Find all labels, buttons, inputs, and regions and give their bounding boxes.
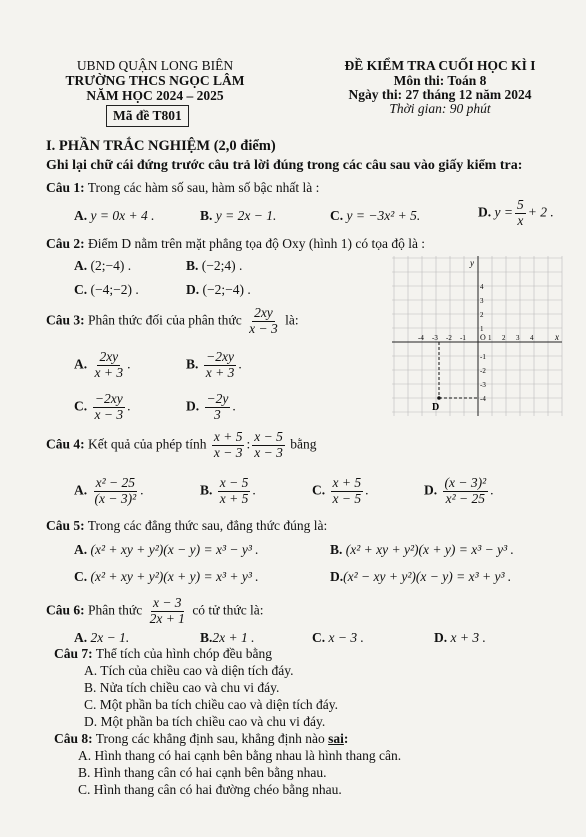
coordinate-graph [392, 256, 564, 416]
q8-option-c: C. Hình thang cân có hai đường chéo bằng nhau. [78, 782, 342, 797]
q6-option-d: D. x + 3 . [434, 630, 486, 645]
q4-option-d: D. $\frac{\text{(x − 3)²}}{\text{x² − 25}}$ . [424, 475, 494, 506]
header-left-2: TRƯỜNG THCS NGỌC LÂM [65, 73, 245, 88]
q7-stem: Câu 7: Thể tích của hình chóp đều bằng [54, 646, 272, 661]
x-tick-label: -4 [418, 334, 424, 342]
q6-stem: Câu 6: Phân thức $\frac{x - 3}{2x + 1}$ có tử thức là: [46, 595, 264, 626]
q4-stem: Câu 4: Kết quả của phép tính $\frac{x + 5}{x - 3}$ : $\frac{x - 5}{x - 3}$ bằng [46, 429, 317, 460]
q3-option-c: C. $\frac{-2xy}{x - 3}$ . [74, 391, 131, 422]
q3-option-a: A. $\frac{2xy}{x + 3}$ . [74, 349, 131, 380]
q2-option-b: B. (−2;4) . [186, 258, 243, 273]
q5-option-d: D.(x² − xy + y²)(x − y) = x³ + y³ . [330, 569, 512, 584]
section-title: I. PHẦN TRẮC NGHIỆM (2,0 điểm) [46, 138, 276, 154]
q3-option-b: B. $\frac{-2xy}{x + 3}$ . [186, 349, 242, 380]
q1-option-b: B. y = 2x − 1. [200, 208, 277, 223]
x-tick-label: 2 [502, 334, 506, 342]
point-d-label: D [432, 402, 440, 413]
header-left-3: NĂM HỌC 2024 – 2025 [86, 88, 224, 103]
q7-option-a: A. Tích của chiều cao và diện tích đáy. [84, 663, 294, 678]
instruction: Ghi lại chữ cái đứng trước câu trả lời đúng trong các câu sau vào giấy kiểm tra: [46, 158, 523, 173]
x-tick-label: 4 [530, 334, 534, 342]
y-tick-label: -4 [480, 395, 486, 403]
q2-option-a: A. (2;−4) . [74, 258, 132, 273]
q2-stem: Câu 2: Điểm D nằm trên mặt phẳng tọa độ Oxy (hình 1) có tọa độ là : [46, 236, 426, 251]
q2-option-d: D. (−2;−4) . [186, 282, 251, 297]
y-tick-label: -3 [480, 381, 486, 389]
x-tick-label: -3 [432, 334, 438, 342]
q1-stem: Câu 1: Trong các hàm số sau, hàm số bậc nhất là : [46, 180, 320, 195]
header-right-1: ĐỀ KIỂM TRA CUỐI HỌC KÌ I [344, 58, 536, 73]
header-right-3: Ngày thi: 27 tháng 12 năm 2024 [348, 87, 532, 102]
y-tick-label: 3 [480, 297, 484, 305]
q1-option-a: A. y = 0x + 4 . [74, 208, 155, 223]
y-tick-label: 2 [480, 311, 484, 319]
q4-option-b: B. $\frac{x - 5}{x + 5}$ . [200, 475, 256, 506]
q1-option-c: C. y = −3x² + 5. [330, 208, 421, 223]
header-right-4: Thời gian: 90 phút [389, 101, 491, 116]
q5-option-c: C. (x² + xy + y²)(x + y) = x³ + y³ . [74, 569, 259, 584]
q8-option-a: A. Hình thang có hai cạnh bên bằng nhau là hình thang cân. [78, 748, 402, 763]
q2-option-c: C. (−4;−2) . [74, 282, 139, 297]
graph-tick-labels [418, 283, 534, 403]
header-left-1: UBND QUẬN LONG BIÊN [76, 58, 234, 73]
q7-option-d: D. Một phần ba tích chiều cao và chu vi đáy. [84, 714, 326, 729]
y-tick-label: -2 [480, 367, 486, 375]
origin-label: O [480, 333, 486, 342]
q4-option-a: A. $\frac{\text{x² − 25}}{\text{(x − 3)²}}$ . [74, 475, 144, 506]
x-tick-label: 1 [488, 334, 492, 342]
y-tick-label: 4 [480, 283, 484, 291]
q5-option-a: A. (x² + xy + y²)(x − y) = x³ − y³ . [74, 542, 259, 557]
y-tick-label: -1 [480, 353, 486, 361]
x-tick-label: 3 [516, 334, 520, 342]
q3-stem: Câu 3: Phân thức đối của phân thức $\frac{2xy}{x - 3}$ là: [46, 305, 299, 336]
exam-code: Mã đề T801 [106, 105, 189, 127]
q8-option-b: B. Hình thang cân có hai cạnh bên bằng nhau. [78, 765, 327, 780]
q8-stem: Câu 8: Trong các khẳng định sau, khẳng định nào sai: [54, 731, 349, 746]
header-right-2: Môn thi: Toán 8 [393, 73, 487, 88]
q7-option-b: B. Nửa tích chiều cao và chu vi đáy. [84, 680, 280, 695]
q5-option-b: B. (x² + xy + y²)(x + y) = x³ − y³ . [330, 542, 514, 557]
q5-stem: Câu 5: Trong các đẳng thức sau, đẳng thức đúng là: [46, 518, 328, 533]
x-tick-label: -2 [446, 334, 452, 342]
y-tick-label: 1 [480, 325, 484, 333]
y-axis-label: y [470, 258, 474, 268]
q6-option-b: B.2x + 1 . [200, 630, 255, 645]
q1-option-d: D. y = $\frac{5}{x}$ + 2 . [478, 197, 554, 228]
q3-option-d: D. $\frac{-2y}{3}$ . [186, 391, 236, 422]
x-tick-label: -1 [460, 334, 466, 342]
q4-option-c: C. $\frac{x + 5}{x - 5}$ . [312, 475, 369, 506]
point-d [437, 396, 441, 400]
q6-option-c: C. x − 3 . [312, 630, 364, 645]
q7-option-c: C. Một phần ba tích chiều cao và diện tích đáy. [84, 697, 339, 712]
x-axis-label: x [555, 332, 559, 342]
q6-option-a: A. 2x − 1. [74, 630, 130, 645]
